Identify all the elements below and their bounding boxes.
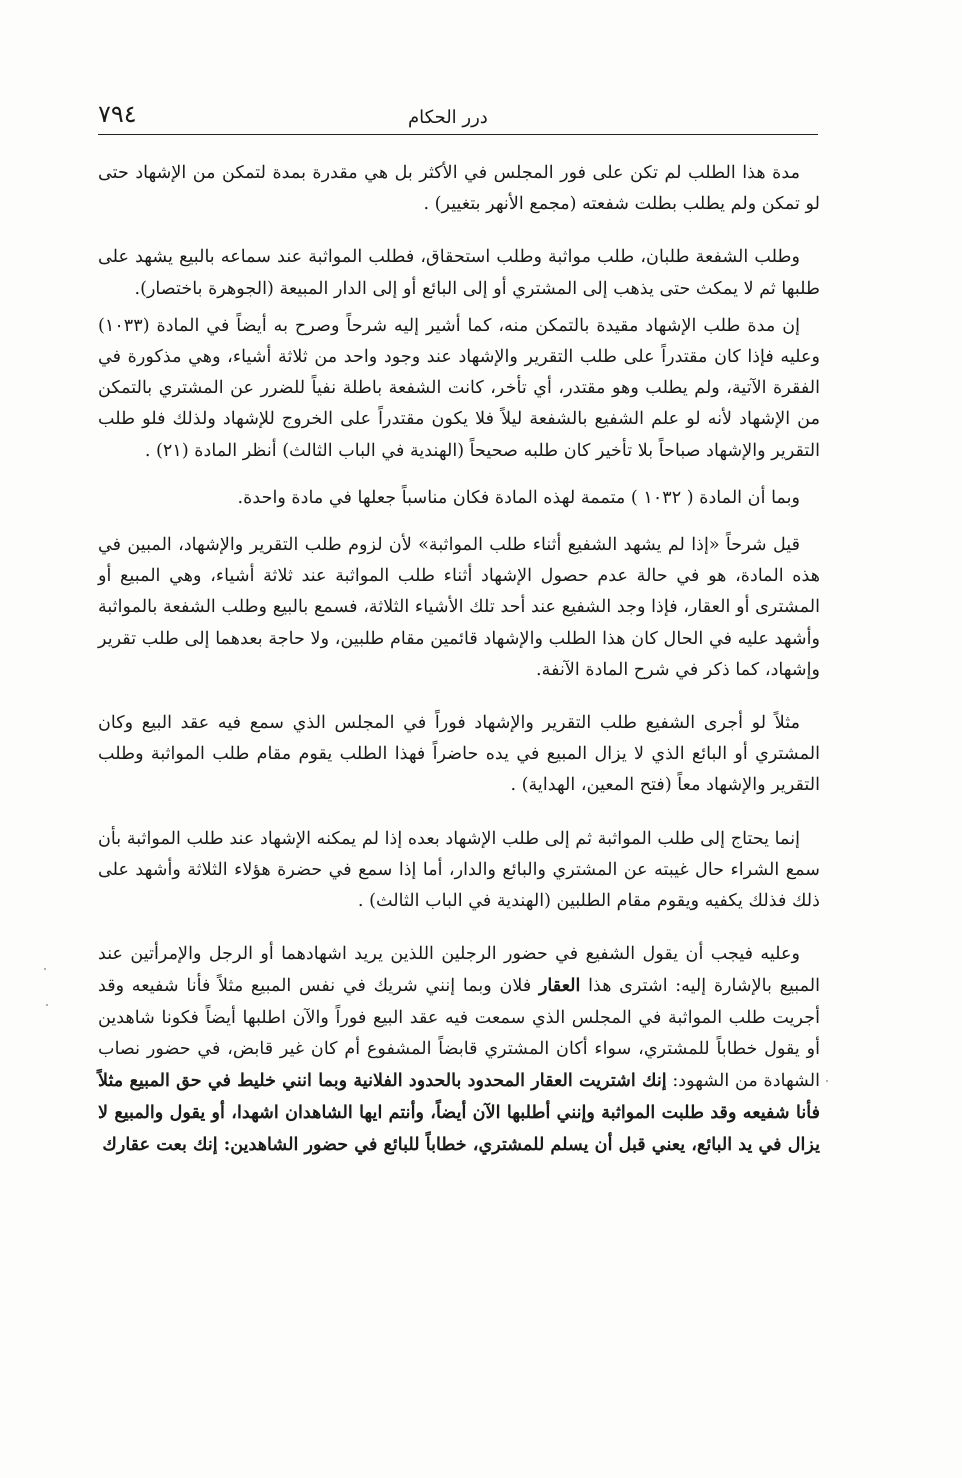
paragraph-8: وعليه فيجب أن يقول الشفيع في حضور الرجلين اللذين يريد اشهادهما أو الرجل والإمرأتين عند المبيع بالإشارة إليه: اشترى هذا العقار فلان وبما إنني شريك في نفس المبيع مثلاً فأنا شفيعه وقد أجريت طلب المواثبة في المجلس الذي سمعت فيه عقد البيع فوراً والآن اطلبها أيضاً فكونا شاهدين أو يقول خطاباً للمشتري، سواء أكان المشتري قابضاً المشفوع أم كان غير قابض، في حضور نصاب الشهادة من الشهود: إنك اشتريت العقار المحدود بالحدود الفلانية وبما انني خليط في حق المبيع مثلاً فأنا شفيعه وقد طلبت المواثبة وإنني أطلبها الآن أيضاً، وأنتم ايها الشاهدان اشهدا، أو يقول والمبيع لا يزال في يد البائع، يعني قبل أن يسلم للمشتري، خطاباً للبائع في حضور الشاهدين: إنك بعت عقارك	[98, 944, 820, 1156]
paragraph-1: مدة هذا الطلب لم تكن على فور المجلس في الأكثر بل هي مقدرة بمدة لتمكن من الإشهاد حتى لو تمكن ولم يطلب بطلت شفعته (مجمع الأنهر بتغيير) .	[98, 163, 820, 215]
page-number: ٧٩٤	[98, 100, 137, 128]
paragraph-7: إنما يحتاج إلى طلب المواثبة ثم إلى طلب الإشهاد بعده إذا لم يمكنه الإشهاد عند طلب المواثبة بأن سمع الشراء حال غيبته عن المشتري والبائع والدار، أما إذا سمع في حضرة هؤلاء الثلاثة وأشهد على ذلك فذلك يكفيه ويقوم مقام الطلبين (الهندية في الباب الثالث) .	[98, 828, 820, 912]
body-text	[98, 158, 820, 1162]
scan-speck	[826, 1080, 828, 1082]
paragraph-4: وبما أن المادة ( ١٠٣٢ ) متممة لهذه المادة فكان مناسباً جعلها في مادة واحدة.	[237, 487, 800, 508]
bold-term: العقار	[538, 975, 581, 997]
paragraph-3: إن مدة طلب الإشهاد مقيدة بالتمكن منه، كما أشير إليه شرحاً وصرح به أيضاً في المادة (١٠٣٣) وعليه فإذا كان مقتدراً على طلب التقرير والإشهاد عند وجود واحد من ثلاثة أشياء، وهي مذكورة في الفقرة الآتية، ولم يطلب وهو مقتدر، أي تأخر، كانت الشفعة باطلة نفياً للضرر عن المشتري بالتمكن من الإشهاد لأنه لو علم الشفيع بالشفعة ليلاً فلا يكون مقتدراً على الخروج للإشهاد ولذلك فلو طلب التقرير والإشهاد صباحاً بلا تأخير كان طلبه صحيحاً (الهندية في الباب الثالث) أنظر المادة (٢١) .	[98, 315, 820, 461]
paragraph-5: قيل شرحاً «إذا لم يشهد الشفيع أثناء طلب المواثبة» لأن لزوم طلب التقرير والإشهاد، المبين في هذه المادة، هو في حالة عدم حصول الإشهاد أثناء طلب المواثبة عند ثلاثة أشياء، وهي المبيع أو المشترى أو العقار، فإذا وجد الشفيع عند أحد تلك الأشياء الثلاثة، فسمع بالبيع وطلب الشفعة بالمواثبة وأشهد عليه في الحال كان هذا الطلب والإشهاد قائمين مقام طلبين، ولا حاجة بعدهما إلى طلب تقرير وإشهاد، كما ذكر في شرح المادة الآنفة.	[98, 535, 820, 680]
paragraph-6: مثلاً لو أجرى الشفيع طلب التقرير والإشهاد فوراً في المجلس الذي سمع فيه عقد البيع وكان المشتري أو البائع الذي لا يزال المبيع في يده حاضراً فهذا الطلب يقوم مقام طلب المواثبة وطلب التقرير والإشهاد معاً (فتح المعين، الهداية) .	[98, 713, 820, 796]
page-header	[98, 98, 818, 135]
running-title: درر الحكام	[408, 107, 488, 128]
bold-quote: إنك اشتريت العقار المحدود بالحدود الفلانية وبما انني خليط في حق المبيع مثلاً فأنا شفيعه وقد طلبت المواثبة وإنني أطلبها الآن أيضاً، وأنتم ايها الشاهدان اشهدا، أو يقول والمبيع لا يزال في يد البائع، يعني قبل أن يسلم للمشتري، خطاباً للبائع في حضور الشاهدين: إنك بعت عقارك	[98, 1070, 820, 1156]
paragraph-2: وطلب الشفعة طلبان، طلب مواثبة وطلب استحقاق، فطلب المواثبة عند سماعه بالبيع يشهد على طلبها ثم لا يمكث حتى يذهب إلى المشتري أو إلى البائع أو إلى الدار المبيعة (الجوهرة باختصار).	[98, 247, 820, 299]
scan-speck	[44, 968, 46, 970]
scan-speck	[46, 1004, 48, 1006]
